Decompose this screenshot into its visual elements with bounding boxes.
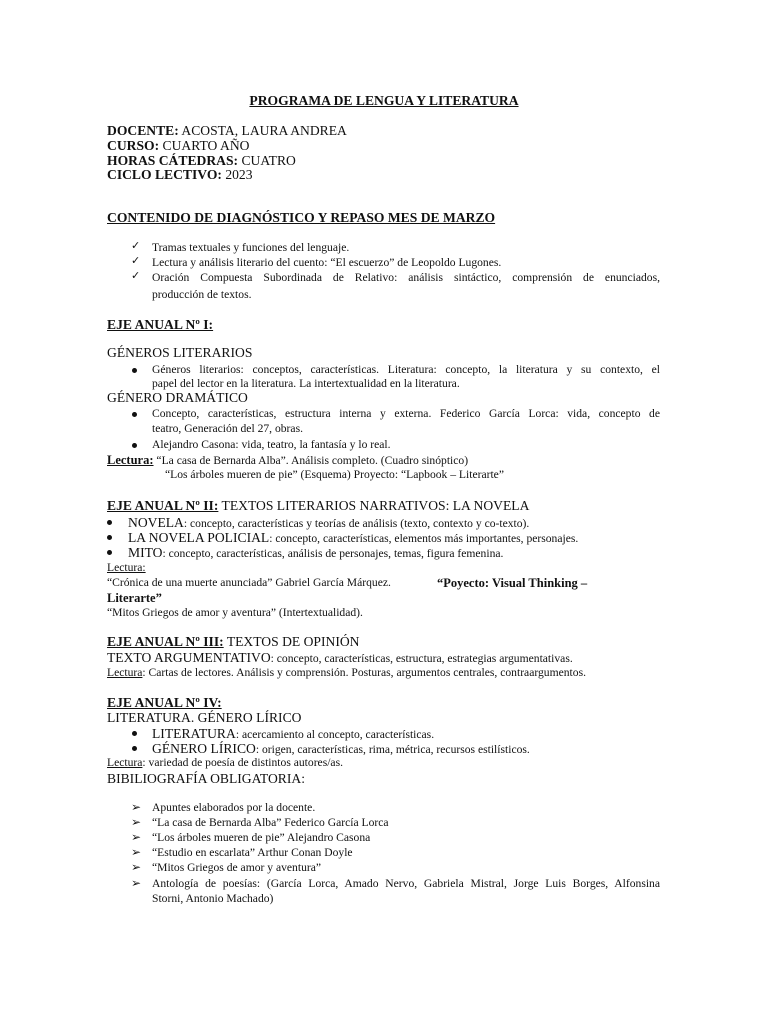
bullet-icon bbox=[132, 746, 137, 751]
lectura-label: Lectura bbox=[107, 666, 143, 679]
eje4-subtitle: LITERATURA. GÉNERO LÍRICO bbox=[107, 710, 302, 725]
bibliografia-heading: BIBILIOGRAFÍA OBLIGATORIA: bbox=[107, 771, 305, 786]
eje2-lectura-label: Lectura: bbox=[107, 561, 146, 574]
argumentativo-line bbox=[107, 651, 573, 665]
mito-caps: MITO bbox=[128, 545, 163, 560]
biblio-item: Apuntes elaborados por la docente. bbox=[152, 801, 316, 814]
checkmark-icon: ✓ bbox=[131, 270, 141, 282]
proyecto-line1: “Poyecto: Visual Thinking – bbox=[437, 576, 588, 590]
eje3-heading-line bbox=[107, 635, 359, 649]
bullet-icon bbox=[132, 443, 137, 448]
proyecto-line2: Literarte” bbox=[107, 591, 162, 605]
mito-rest: : concepto, características, análisis de personajes, temas, figura femenina. bbox=[162, 547, 504, 560]
cronica-line: “Crónica de una muerte anunciada” Gabriel García Márquez. bbox=[107, 576, 391, 589]
argumentativo-rest: : concepto, características, estructura, estrategias argumentativas. bbox=[270, 652, 573, 665]
arrow-bullet-icon: ➢ bbox=[131, 800, 142, 814]
docente-value: ACOSTA, LAURA ANDREA bbox=[181, 123, 347, 138]
diagnostico-item: Tramas textuales y funciones del lenguaje. bbox=[152, 241, 350, 254]
lectura-rest: : variedad de poesía de distintos autores/as. bbox=[142, 756, 343, 769]
mito-item bbox=[128, 546, 503, 560]
biblio-item: Antología de poesías: (García Lorca, Amado Nervo, Gabriela Mistral, Jorge Luis Borges, Alfonsina bbox=[152, 877, 660, 890]
arrow-bullet-icon: ➢ bbox=[131, 876, 142, 890]
novela-item bbox=[128, 516, 529, 530]
generos-item-cont: papel del lector en la literatura. La intertextualidad en la literatura. bbox=[152, 377, 460, 390]
eje3-heading-rest: TEXTOS DE OPINIÓN bbox=[223, 634, 360, 649]
biblio-item: “La casa de Bernarda Alba” Federico García Lorca bbox=[152, 816, 389, 829]
literatura-item bbox=[152, 727, 434, 741]
generos-title: GÉNEROS LITERARIOS bbox=[107, 345, 253, 360]
novela-rest: : concepto, características y teorías de análisis (texto, contexto y co-texto). bbox=[183, 517, 530, 530]
lectura-label: Lectura: bbox=[107, 453, 154, 467]
docente-label: DOCENTE: bbox=[107, 123, 179, 138]
eje1-lectura-line2: “Los árboles mueren de pie” (Esquema) Proyecto: “Lapbook – Literarte” bbox=[165, 468, 504, 481]
eje1-heading: EJE ANUAL Nº I: bbox=[107, 317, 214, 332]
biblio-item-cont: Storni, Antonio Machado) bbox=[152, 892, 274, 905]
eje2-heading: EJE ANUAL Nº II: bbox=[107, 498, 219, 513]
dramatico-title: GÉNERO DRAMÁTICO bbox=[107, 390, 248, 405]
arrow-bullet-icon: ➢ bbox=[131, 845, 142, 859]
curso-value: CUARTO AÑO bbox=[162, 138, 250, 153]
lirico-item bbox=[152, 742, 530, 756]
bullet-icon bbox=[132, 412, 137, 417]
lirico-rest: : origen, características, rima, métrica, recursos estilísticos. bbox=[255, 743, 530, 756]
diagnostico-item: Oración Compuesta Subordinada de Relativo: análisis sintáctico, comprensión de enunciados, bbox=[152, 271, 660, 284]
horas-label: HORAS CÁTEDRAS: bbox=[107, 153, 239, 168]
document-title: PROGRAMA DE LENGUA Y LITERATURA bbox=[249, 93, 519, 108]
dramatico-item: Concepto, características, estructura interna y externa. Federico García Lorca: vida, concepto de bbox=[152, 407, 660, 420]
diagnostico-item: Lectura y análisis literario del cuento: “El escuerzo” de Leopoldo Lugones. bbox=[152, 256, 502, 269]
biblio-item: “Estudio en escarlata” Arthur Conan Doyle bbox=[152, 846, 353, 859]
diagnostico-item-cont: producción de textos. bbox=[152, 288, 252, 301]
lectura-rest: : Cartas de lectores. Análisis y comprensión. Posturas, argumentos centrales, contraargumentos. bbox=[142, 666, 586, 679]
eje4-heading: EJE ANUAL Nº IV: bbox=[107, 695, 222, 710]
checkmark-icon: ✓ bbox=[131, 255, 141, 267]
eje2-heading-line bbox=[107, 499, 529, 513]
bullet-icon bbox=[132, 731, 137, 736]
docente-line bbox=[107, 124, 347, 138]
eje1-lectura-line bbox=[107, 454, 468, 467]
eje3-heading: EJE ANUAL Nº III: bbox=[107, 634, 224, 649]
argumentativo-caps: TEXTO ARGUMENTATIVO bbox=[107, 650, 271, 665]
arrow-bullet-icon: ➢ bbox=[131, 815, 142, 829]
lectura-label: Lectura bbox=[107, 756, 143, 769]
policial-item bbox=[128, 531, 578, 545]
eje4-lectura-line bbox=[107, 757, 343, 769]
ciclo-label: CICLO LECTIVO: bbox=[107, 167, 222, 182]
policial-caps: LA NOVELA POLICIAL bbox=[128, 530, 270, 545]
dramatico-item-cont: teatro, Generación del 27, obras. bbox=[152, 422, 303, 435]
lectura-text: “La casa de Bernarda Alba”. Análisis completo. (Cuadro sinóptico) bbox=[156, 454, 469, 467]
ciclo-value: 2023 bbox=[225, 167, 253, 182]
novela-caps: NOVELA bbox=[128, 515, 184, 530]
literatura-rest: : acercamiento al concepto, características. bbox=[235, 728, 435, 741]
bullet-icon bbox=[107, 520, 112, 525]
curso-line bbox=[107, 139, 249, 153]
diagnostico-heading: CONTENIDO DE DIAGNÓSTICO Y REPASO MES DE MARZO bbox=[107, 210, 496, 225]
biblio-item: “Mitos Griegos de amor y aventura” bbox=[152, 861, 322, 874]
bullet-icon bbox=[132, 368, 137, 373]
eje3-lectura-line bbox=[107, 667, 586, 679]
eje2-heading-rest: TEXTOS LITERARIOS NARRATIVOS: LA NOVELA bbox=[218, 498, 530, 513]
arrow-bullet-icon: ➢ bbox=[131, 830, 142, 844]
literatura-caps: LITERATURA bbox=[152, 726, 236, 741]
horas-line bbox=[107, 154, 296, 168]
policial-rest: : concepto, características, elementos más importantes, personajes. bbox=[269, 532, 579, 545]
lirico-caps: GÉNERO LÍRICO bbox=[152, 741, 256, 756]
generos-item: Géneros literarios: conceptos, características. Literatura: concepto, la literatura y su contexto, el bbox=[152, 363, 660, 376]
mitos-line: “Mitos Griegos de amor y aventura” (Intertextualidad). bbox=[107, 606, 363, 619]
bullet-icon bbox=[107, 535, 112, 540]
horas-value: CUATRO bbox=[241, 153, 296, 168]
bullet-icon bbox=[107, 550, 112, 555]
curso-label: CURSO: bbox=[107, 138, 160, 153]
ciclo-line bbox=[107, 168, 253, 182]
dramatico-item: Alejandro Casona: vida, teatro, la fantasía y lo real. bbox=[152, 438, 391, 451]
biblio-item: “Los árboles mueren de pie” Alejandro Casona bbox=[152, 831, 371, 844]
checkmark-icon: ✓ bbox=[131, 240, 141, 252]
arrow-bullet-icon: ➢ bbox=[131, 860, 142, 874]
